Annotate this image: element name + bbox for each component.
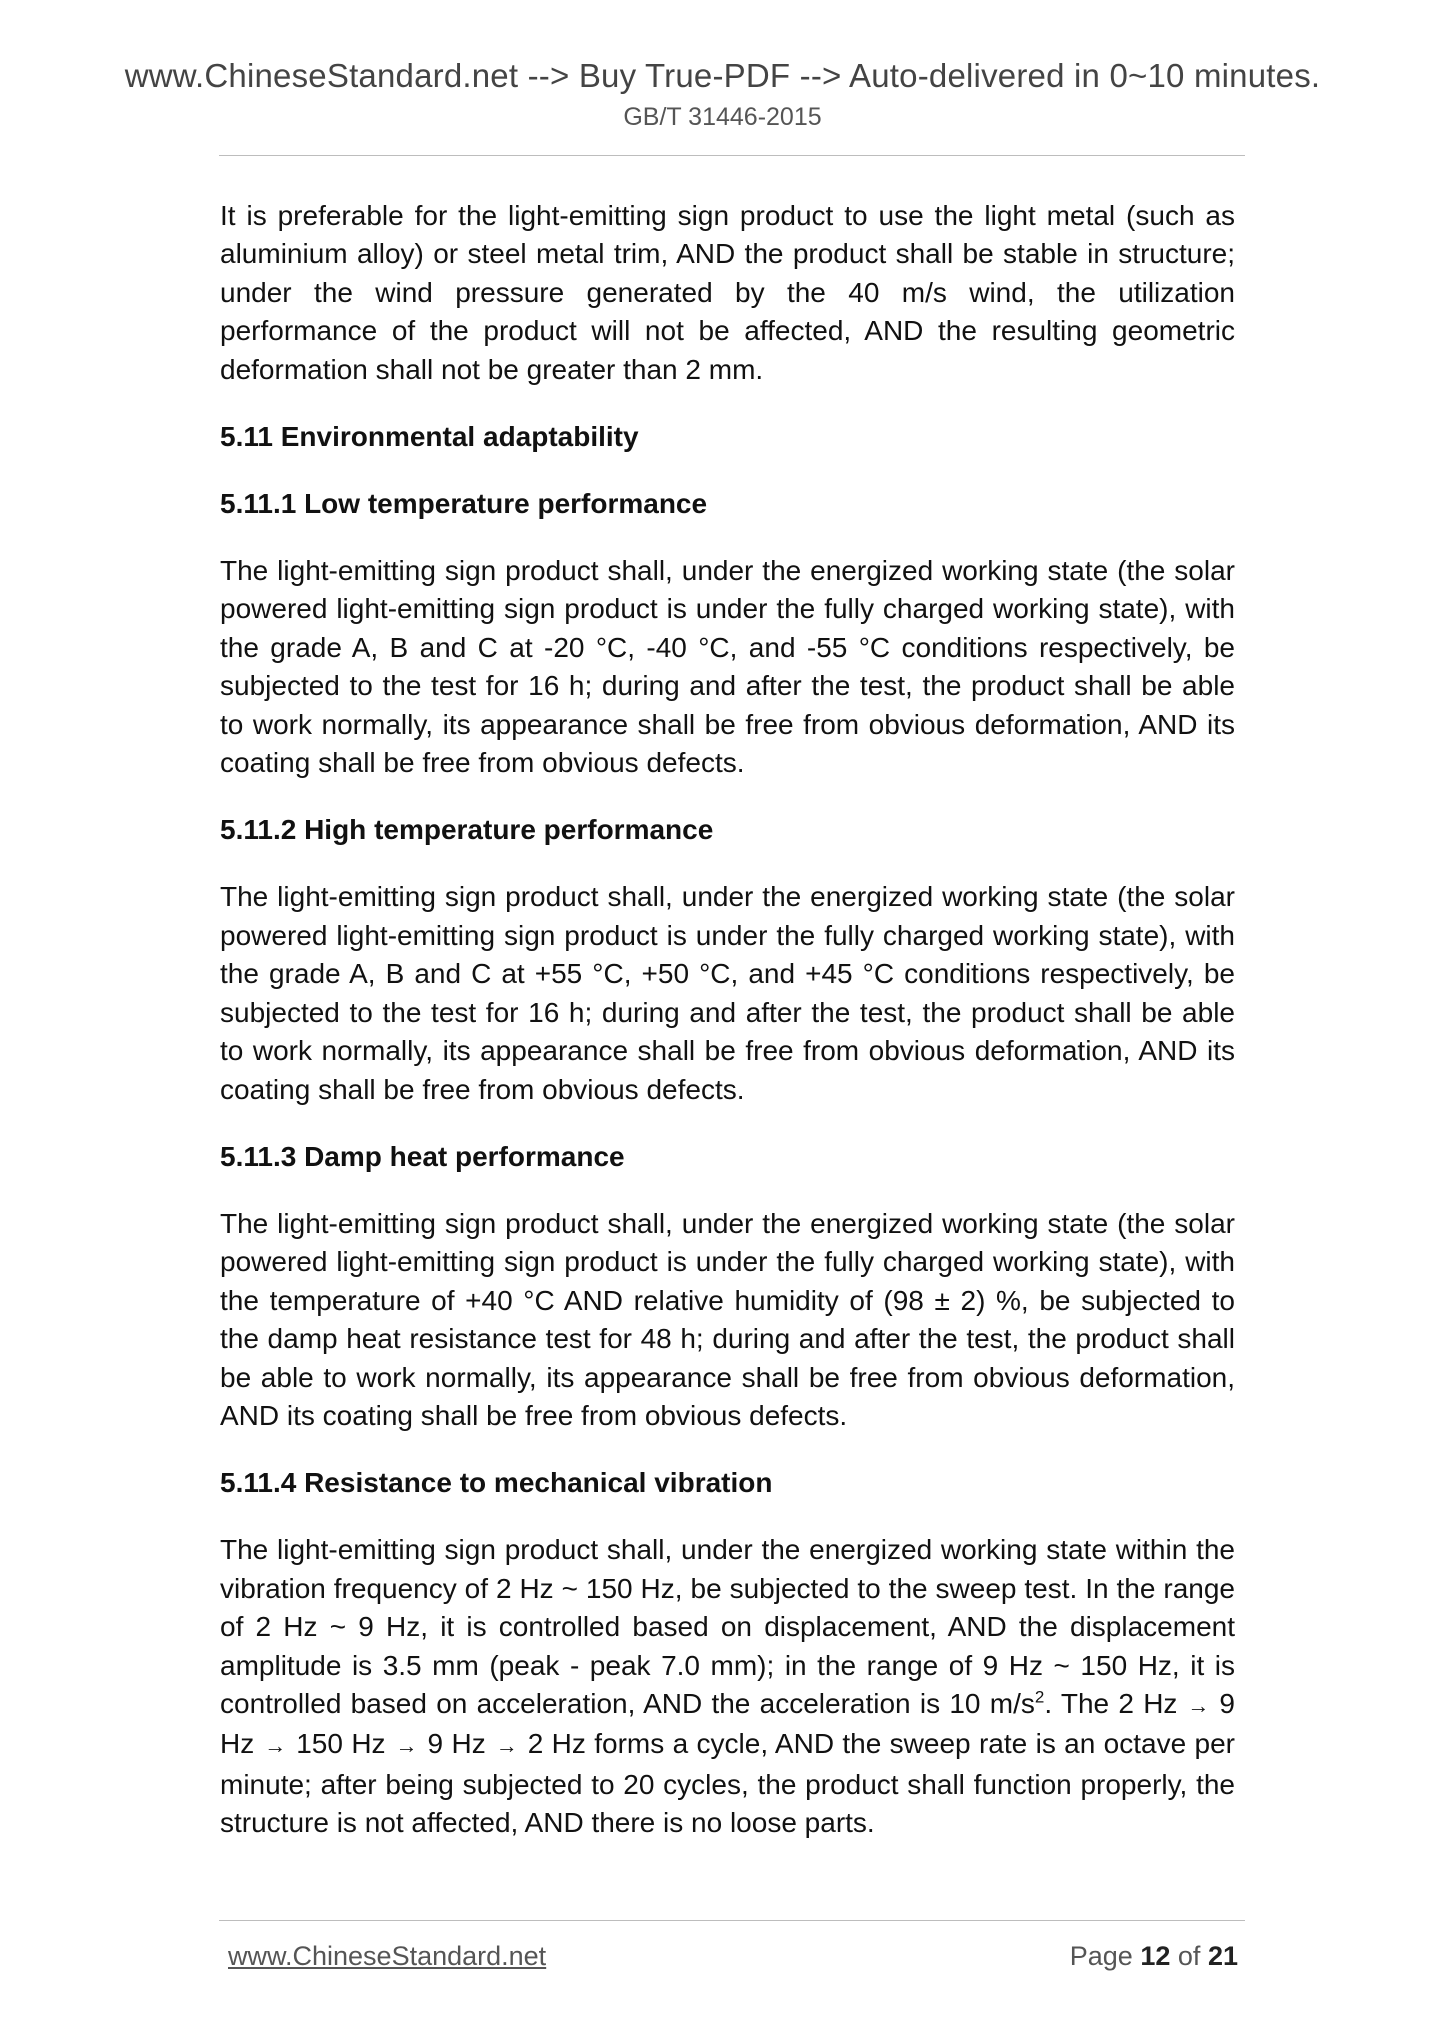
right-arrow-icon: → — [1187, 1692, 1210, 1718]
section-heading-5-11-2: 5.11.2 High temperature performance — [220, 814, 714, 846]
paragraph-5-11-2: The light-emitting sign product shall, under the energized working state (the solar powered light-emitting sign product is under the fully charged working state), with the grade A, B and C at +55 °C, +50 °C, and +45 °C conditions respectively, be subjected to the test for 16 h; during and after the test, the product shall be able to work normally, its appearance shall be free from obvious deformation, AND its coating shall be free from obvious defects. — [220, 881, 1235, 1105]
cycle-step: 2 Hz — [527, 1728, 586, 1760]
intro-paragraph: It is preferable for the light-emitting sign product to use the light metal (such as aluminium alloy) or steel metal trim, AND the product shall be stable in structure; under the wind pressure generated by the 40 m/s wind, the utilization performance of the product will not be affected, AND the resulting geometric deformation shall not be greater than 2 mm. — [220, 200, 1235, 385]
cycle-step: 9 Hz — [427, 1728, 486, 1760]
right-arrow-icon: → — [264, 1733, 287, 1759]
paragraph-5-11-4 — [220, 1531, 1235, 1842]
header-divider — [219, 155, 1245, 156]
right-arrow-icon: → — [395, 1733, 418, 1759]
cycle-step: 2 Hz — [1118, 1687, 1178, 1719]
page-footer — [228, 1936, 1238, 1976]
page-total: 21 — [1207, 1941, 1238, 1971]
right-arrow-icon: → — [495, 1733, 518, 1759]
vibration-text-part2: . The — [1044, 1687, 1110, 1719]
section-heading-5-11-4: 5.11.4 Resistance to mechanical vibration — [220, 1467, 773, 1499]
vibration-text-part3: forms a cycle, AND the sweep rate is an octave per minute; after being subjected to 20 cycles, the product shall function properly, the structure is not affected, AND there is no loose parts. — [220, 1728, 1236, 1839]
section-heading-5-11: 5.11 Environmental adaptability — [220, 421, 639, 453]
header-banner: www.ChineseStandard.net --> Buy True-PDF --> Auto-delivered in 0~10 minutes. — [124, 57, 1321, 94]
footer-website-link[interactable]: www.ChineseStandard.net — [228, 1941, 547, 1971]
cycle-step: 9 Hz — [220, 1687, 1235, 1760]
section-heading-5-11-1: 5.11.1 Low temperature performance — [220, 488, 708, 520]
page-number: 12 — [1140, 1941, 1171, 1971]
page-header — [0, 56, 1445, 134]
standard-code: GB/T 31446-2015 — [623, 103, 822, 131]
paragraph-5-11-3: The light-emitting sign product shall, under the energized working state (the solar powered light-emitting sign product is under the fully charged working state), with the temperature of +40 °C AND relative humidity of (98 ± 2) %, be subjected to the damp heat resistance test for 48 h; during and after the test, the product shall be able to work normally, its appearance shall be free from obvious deformation, AND its coating shall be free from obvious defects. — [220, 1207, 1235, 1431]
document-body — [220, 197, 1235, 1872]
section-heading-5-11-3: 5.11.3 Damp heat performance — [220, 1140, 625, 1172]
vibration-text-part1: The light-emitting sign product shall, under the energized working state within the vibration frequency of 2 Hz ~ 150 Hz, be subjected to the sweep test. In the range of 2 Hz ~ 9 Hz, it is controlled based on displacement, AND the displacement amplitude is 3.5 mm (peak - peak 7.0 mm); in the range of 9 Hz ~ 150 Hz, it is controlled based on acceleration, AND the acceleration is 10 m/s — [220, 1534, 1235, 1719]
superscript-exponent: 2 — [1034, 1687, 1045, 1707]
page-of: of — [1177, 1941, 1201, 1971]
page-indicator — [1070, 1936, 1238, 1976]
cycle-step: 150 Hz — [296, 1728, 386, 1760]
page-prefix: Page — [1069, 1941, 1133, 1971]
paragraph-5-11-1: The light-emitting sign product shall, under the energized working state (the solar powered light-emitting sign product is under the fully charged working state), with the grade A, B and C at -20 °C, -40 °C, and -55 °C conditions respectively, be subjected to the test for 16 h; during and after the test, the product shall be able to work normally, its appearance shall be free from obvious deformation, AND its coating shall be free from obvious defects. — [220, 555, 1235, 779]
footer-divider — [219, 1920, 1245, 1921]
